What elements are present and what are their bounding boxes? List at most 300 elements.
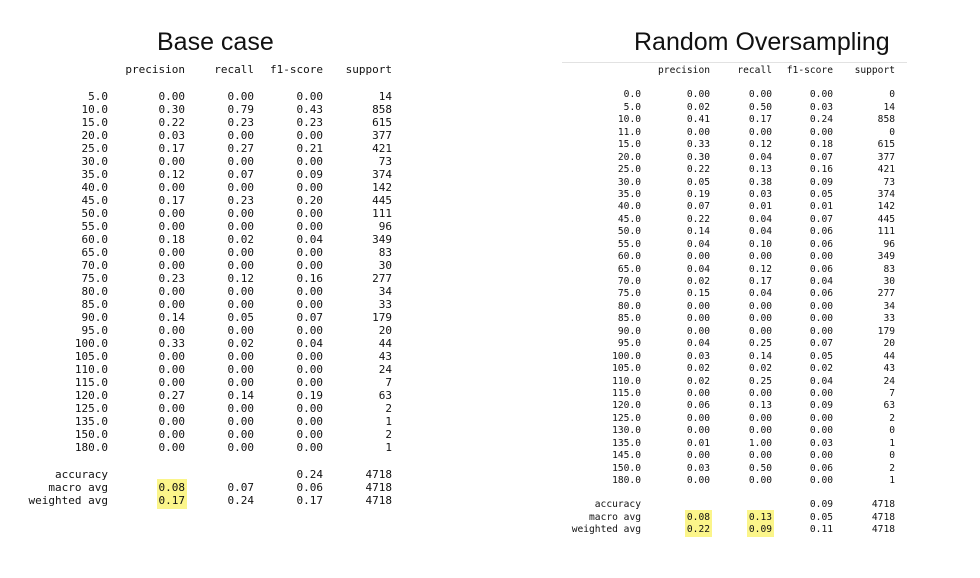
metric-cell: 349 — [372, 233, 392, 246]
metric-cell: 0.00 — [158, 402, 185, 415]
metric-cell: 0.07 — [809, 338, 833, 350]
class-label: 150.0 — [74, 428, 108, 441]
metric-cell: 0.00 — [296, 285, 323, 298]
class-label: 90.0 — [81, 311, 108, 324]
metric-cell: 24 — [883, 375, 895, 387]
metric-cell: 0.12 — [748, 263, 772, 275]
class-label: 50.0 — [617, 226, 641, 238]
metric-cell: 0.00 — [296, 363, 323, 376]
metric-cell: 7 — [889, 387, 895, 399]
metric-cell: 0.09 — [296, 168, 323, 181]
metric-cell: 24 — [378, 363, 392, 376]
metric-cell: 0.00 — [809, 412, 833, 424]
metric-cell: 0.19 — [686, 188, 710, 200]
metric-cell: 1 — [889, 437, 895, 449]
metric-cell: 0.04 — [686, 338, 710, 350]
metric-cell: 445 — [877, 213, 895, 225]
metric-cell: 34 — [378, 285, 392, 298]
summary-value: 4718 — [365, 494, 392, 507]
metric-cell: 0.27 — [158, 389, 185, 402]
metric-cell: 0.00 — [227, 207, 254, 220]
metric-cell: 0.18 — [809, 139, 833, 151]
metric-cell: 0.03 — [686, 462, 710, 474]
metric-cell: 0.00 — [748, 126, 772, 138]
metric-cell: 0.06 — [809, 462, 833, 474]
summary-cell — [780, 512, 833, 523]
metric-cell: 0.00 — [227, 350, 254, 363]
class-label: 25.0 — [617, 164, 641, 176]
metric-cell: 0.00 — [296, 129, 323, 142]
class-label: 65.0 — [81, 246, 108, 259]
metric-cell: 0.00 — [158, 350, 185, 363]
metric-cell: 0.02 — [686, 101, 710, 113]
metric-cell: 0.41 — [686, 114, 710, 126]
metric-cell: 0.13 — [748, 400, 772, 412]
column-header-f1-score: f1-score — [786, 65, 833, 76]
metric-cell: 0.07 — [809, 213, 833, 225]
metric-cell: 0.00 — [748, 450, 772, 462]
metric-cell: 0.43 — [296, 103, 323, 116]
metric-cell: 0.03 — [809, 101, 833, 113]
class-label: 30.0 — [81, 155, 108, 168]
class-label: 100.0 — [74, 337, 108, 350]
metric-cell: 0.06 — [809, 238, 833, 250]
metric-cell: 30 — [378, 259, 392, 272]
metric-cell: 0 — [889, 126, 895, 138]
metric-cell: 0.03 — [686, 350, 710, 362]
metric-cell: 0.00 — [809, 387, 833, 399]
divider-line — [562, 62, 907, 63]
summary-value: 0.17 — [296, 494, 323, 507]
class-label: 135.0 — [74, 415, 108, 428]
metric-cell: 0 — [889, 425, 895, 437]
class-label: 55.0 — [81, 220, 108, 233]
metric-cell: 0.00 — [227, 90, 254, 103]
metric-cell: 0.05 — [809, 350, 833, 362]
metric-cell: 44 — [378, 337, 392, 350]
metric-cell: 0.00 — [158, 428, 185, 441]
class-label: 40.0 — [617, 201, 641, 213]
class-label: 35.0 — [81, 168, 108, 181]
metric-cell: 421 — [372, 142, 392, 155]
class-label: 180.0 — [74, 441, 108, 454]
summary-cell — [648, 512, 710, 523]
metric-cell: 0.00 — [227, 324, 254, 337]
summary-value: 0.24 — [227, 494, 254, 507]
metric-cell: 0.00 — [686, 313, 710, 325]
metric-cell: 73 — [378, 155, 392, 168]
metric-cell: 0.00 — [227, 246, 254, 259]
metric-cell: 349 — [877, 251, 895, 263]
metric-cell: 0.00 — [809, 89, 833, 101]
class-label: 150.0 — [612, 462, 641, 474]
metric-cell: 0.00 — [227, 181, 254, 194]
metric-cell: 374 — [372, 168, 392, 181]
metric-cell: 0.12 — [227, 272, 254, 285]
metric-cell: 0.04 — [296, 337, 323, 350]
metric-cell: 0.18 — [158, 233, 185, 246]
summary-cell — [730, 512, 772, 523]
metric-cell: 0.00 — [158, 415, 185, 428]
summary-cell — [845, 499, 895, 510]
metric-cell: 377 — [372, 129, 392, 142]
metric-cell: 0.00 — [296, 207, 323, 220]
metric-cell: 0.79 — [227, 103, 254, 116]
metric-cell: 0.00 — [686, 325, 710, 337]
metric-cell: 0.10 — [748, 238, 772, 250]
metric-cell: 30 — [883, 276, 895, 287]
metric-cell: 0.22 — [686, 164, 710, 176]
metric-cell: 0.04 — [748, 213, 772, 225]
class-label: 125.0 — [612, 412, 641, 424]
metric-cell: 0.05 — [809, 188, 833, 200]
metric-cell: 0.00 — [227, 376, 254, 389]
metric-cell: 0.05 — [686, 176, 710, 188]
class-label: 85.0 — [81, 298, 108, 311]
metric-cell: 0.04 — [296, 233, 323, 246]
metric-cell: 0.04 — [748, 151, 772, 163]
class-label: 115.0 — [74, 376, 108, 389]
metric-cell: 0.01 — [686, 437, 710, 449]
class-label: 45.0 — [81, 194, 108, 207]
metric-cell: 377 — [877, 151, 895, 163]
metric-cell: 0.05 — [227, 311, 254, 324]
metric-cell: 0.00 — [227, 259, 254, 272]
class-label: 70.0 — [81, 259, 108, 272]
metric-cell: 0.00 — [227, 298, 254, 311]
metric-cell: 0.07 — [296, 311, 323, 324]
metric-cell: 0.02 — [748, 363, 772, 375]
class-label: 130.0 — [612, 425, 641, 437]
metric-cell: 111 — [372, 207, 392, 220]
metric-cell: 0.00 — [296, 90, 323, 103]
metric-cell: 0.07 — [809, 151, 833, 163]
class-label: 45.0 — [617, 213, 641, 225]
metric-cell: 0.16 — [809, 164, 833, 176]
metric-cell: 0.00 — [748, 313, 772, 325]
summary-value: 0.11 — [809, 524, 833, 536]
metric-cell: 0.12 — [748, 139, 772, 151]
metric-cell: 277 — [877, 288, 895, 300]
summary-label: weighted avg — [571, 524, 641, 536]
summary-label: macro avg — [48, 481, 108, 494]
metric-cell: 0.23 — [296, 116, 323, 129]
metric-cell: 0.50 — [748, 462, 772, 474]
metric-cell: 0.21 — [296, 142, 323, 155]
column-header-recall: recall — [737, 65, 772, 76]
class-label: 85.0 — [617, 313, 641, 325]
metric-cell: 0.00 — [296, 324, 323, 337]
metric-cell: 0.00 — [748, 475, 772, 486]
metric-cell: 0.00 — [748, 300, 772, 312]
column-header-recall: recall — [214, 63, 254, 76]
metric-cell: 445 — [372, 194, 392, 207]
metric-cell: 96 — [378, 220, 392, 233]
metric-cell: 0.00 — [296, 428, 323, 441]
metric-cell: 0.00 — [809, 126, 833, 138]
metric-cell: 0.00 — [686, 475, 710, 486]
metric-cell: 179 — [372, 311, 392, 324]
column-header-precision: precision — [658, 65, 710, 76]
metric-cell: 0.02 — [686, 276, 710, 287]
metric-cell: 0.00 — [227, 428, 254, 441]
summary-value: 0.06 — [296, 481, 323, 494]
class-label: 120.0 — [612, 400, 641, 412]
metric-cell: 0.00 — [809, 450, 833, 462]
metric-cell: 0.16 — [296, 272, 323, 285]
column-header-f1-score: f1-score — [270, 63, 323, 76]
metric-cell: 0.00 — [809, 251, 833, 263]
metric-cell: 0.00 — [227, 155, 254, 168]
metric-cell: 0.00 — [227, 129, 254, 142]
class-label: 5.0 — [623, 101, 641, 113]
metric-cell: 0.17 — [748, 276, 772, 287]
class-label: 135.0 — [612, 437, 641, 449]
metric-cell: 0.13 — [748, 164, 772, 176]
class-label: 180.0 — [612, 475, 641, 486]
class-label: 60.0 — [81, 233, 108, 246]
class-label: 15.0 — [617, 139, 641, 151]
class-label: 75.0 — [81, 272, 108, 285]
summary-value: 4718 — [871, 499, 895, 511]
metric-cell: 0.00 — [748, 425, 772, 437]
metric-cell: 0.23 — [227, 116, 254, 129]
metric-cell: 0.23 — [227, 194, 254, 207]
summary-cell — [780, 499, 833, 510]
metric-cell: 0.25 — [748, 375, 772, 387]
metric-cell: 0.00 — [748, 412, 772, 424]
metric-cell: 0.04 — [809, 375, 833, 387]
metric-cell: 0.06 — [809, 288, 833, 300]
metric-cell: 0.00 — [158, 324, 185, 337]
metric-cell: 0.14 — [686, 226, 710, 238]
metric-cell: 0.01 — [809, 201, 833, 213]
class-label: 105.0 — [74, 350, 108, 363]
metric-cell: 0.23 — [158, 272, 185, 285]
class-label: 65.0 — [617, 263, 641, 275]
metric-cell: 0.00 — [227, 402, 254, 415]
class-label: 145.0 — [612, 450, 641, 462]
metric-cell: 277 — [372, 272, 392, 285]
metric-cell: 0.00 — [809, 313, 833, 325]
metric-cell: 0.06 — [809, 226, 833, 238]
summary-value: 0.07 — [227, 481, 254, 494]
metric-cell: 858 — [372, 103, 392, 116]
class-label: 120.0 — [74, 389, 108, 402]
metric-cell: 0.07 — [686, 201, 710, 213]
metric-cell: 0.30 — [158, 103, 185, 116]
summary-cell — [780, 524, 833, 535]
metric-cell: 2 — [385, 402, 392, 415]
class-label: 11.0 — [617, 126, 641, 138]
metric-cell: 0.00 — [158, 246, 185, 259]
metric-cell: 0.00 — [296, 220, 323, 233]
metric-cell: 0.00 — [158, 220, 185, 233]
metric-cell: 0.00 — [158, 259, 185, 272]
summary-cell — [648, 524, 710, 535]
class-label: 80.0 — [617, 300, 641, 312]
metric-cell: 0.00 — [227, 285, 254, 298]
metric-cell: 0.00 — [748, 387, 772, 399]
metric-cell: 14 — [378, 90, 392, 103]
metric-cell: 43 — [378, 350, 392, 363]
metric-cell: 0 — [889, 450, 895, 462]
metric-cell: 0.03 — [809, 437, 833, 449]
metric-cell: 0.30 — [686, 151, 710, 163]
metric-cell: 96 — [883, 238, 895, 250]
metric-cell: 0.04 — [748, 288, 772, 300]
metric-cell: 0.02 — [227, 233, 254, 246]
class-label: 80.0 — [81, 285, 108, 298]
metric-cell: 0.14 — [158, 311, 185, 324]
metric-cell: 0.00 — [748, 89, 772, 101]
metric-cell: 0 — [889, 89, 895, 101]
column-header-precision: precision — [125, 63, 185, 76]
class-label: 125.0 — [74, 402, 108, 415]
metric-cell: 615 — [372, 116, 392, 129]
metric-cell: 0.09 — [809, 176, 833, 188]
metric-cell: 14 — [883, 101, 895, 113]
metric-cell: 2 — [385, 428, 392, 441]
metric-cell: 0.04 — [686, 263, 710, 275]
highlighted-value: 0.17 — [158, 494, 185, 507]
metric-cell: 0.06 — [809, 263, 833, 275]
summary-label: accuracy — [594, 499, 641, 511]
metric-cell: 0.14 — [227, 389, 254, 402]
metric-cell: 0.27 — [227, 142, 254, 155]
metric-cell: 1 — [889, 475, 895, 486]
metric-cell: 20 — [883, 338, 895, 350]
class-label: 110.0 — [612, 375, 641, 387]
class-label: 20.0 — [81, 129, 108, 142]
class-label: 75.0 — [617, 288, 641, 300]
summary-value: 0.05 — [809, 511, 833, 523]
class-label: 5.0 — [88, 90, 108, 103]
class-label: 115.0 — [612, 387, 641, 399]
metric-cell: 0.00 — [686, 412, 710, 424]
metric-cell: 0.00 — [296, 246, 323, 259]
metric-cell: 0.24 — [809, 114, 833, 126]
summary-value: 0.09 — [809, 499, 833, 511]
class-label: 110.0 — [74, 363, 108, 376]
metric-cell: 1 — [385, 415, 392, 428]
class-label: 60.0 — [617, 251, 641, 263]
metric-cell: 0.00 — [296, 376, 323, 389]
class-label: 95.0 — [81, 324, 108, 337]
metric-cell: 0.00 — [809, 300, 833, 312]
metric-cell: 421 — [877, 164, 895, 176]
metric-cell: 0.00 — [227, 220, 254, 233]
metric-cell: 1 — [385, 441, 392, 454]
metric-cell: 0.00 — [158, 298, 185, 311]
metric-cell: 0.22 — [158, 116, 185, 129]
summary-cell — [730, 524, 772, 535]
metric-cell: 0.15 — [686, 288, 710, 300]
highlighted-value: 0.22 — [686, 524, 710, 536]
summary-label: macro avg — [589, 511, 641, 523]
metric-cell: 0.00 — [158, 90, 185, 103]
summary-cell — [845, 524, 895, 535]
metric-cell: 142 — [877, 201, 895, 213]
metric-cell: 0.17 — [158, 194, 185, 207]
metric-cell: 0.06 — [686, 400, 710, 412]
metric-cell: 0.17 — [158, 142, 185, 155]
metric-cell: 73 — [883, 176, 895, 188]
metric-cell: 0.00 — [296, 155, 323, 168]
metric-cell: 0.12 — [158, 168, 185, 181]
class-label: 50.0 — [81, 207, 108, 220]
metric-cell: 0.33 — [686, 139, 710, 151]
metric-cell: 1.00 — [748, 437, 772, 449]
metric-cell: 0.00 — [686, 126, 710, 138]
metric-cell: 44 — [883, 350, 895, 362]
class-label: 40.0 — [81, 181, 108, 194]
metric-cell: 0.00 — [158, 207, 185, 220]
highlighted-value: 0.08 — [158, 481, 185, 494]
class-label: 55.0 — [617, 238, 641, 250]
metric-cell: 0.00 — [227, 363, 254, 376]
column-header-support: support — [345, 63, 392, 76]
metric-cell: 0.00 — [748, 325, 772, 337]
metric-cell: 0.00 — [158, 155, 185, 168]
metric-cell: 0.00 — [296, 402, 323, 415]
class-label: 35.0 — [617, 188, 641, 200]
class-label: 30.0 — [617, 176, 641, 188]
metric-cell: 63 — [378, 389, 392, 402]
metric-cell: 0.00 — [158, 181, 185, 194]
metric-cell: 0.00 — [296, 298, 323, 311]
metric-cell: 0.00 — [296, 441, 323, 454]
metric-cell: 0.19 — [296, 389, 323, 402]
class-label: 105.0 — [612, 363, 641, 375]
metric-cell: 0.00 — [227, 441, 254, 454]
column-header-support: support — [854, 65, 895, 76]
metric-cell: 0.17 — [748, 114, 772, 126]
summary-value: 4718 — [365, 468, 392, 481]
highlighted-value: 0.08 — [686, 511, 710, 523]
metric-cell: 0.00 — [296, 259, 323, 272]
metric-cell: 34 — [883, 300, 895, 312]
highlighted-value: 0.13 — [748, 511, 772, 523]
summary-cell — [845, 512, 895, 523]
metric-cell: 374 — [877, 188, 895, 200]
metric-cell: 0.02 — [227, 337, 254, 350]
metric-cell: 0.00 — [686, 300, 710, 312]
metric-cell: 0.00 — [158, 376, 185, 389]
metric-cell: 0.00 — [158, 441, 185, 454]
class-label: 95.0 — [617, 338, 641, 350]
metric-cell: 858 — [877, 114, 895, 126]
class-label: 15.0 — [81, 116, 108, 129]
metric-cell: 0.01 — [748, 201, 772, 213]
class-label: 70.0 — [617, 276, 641, 287]
metric-cell: 0.04 — [809, 276, 833, 287]
metric-cell: 0.09 — [809, 400, 833, 412]
metric-cell: 0.07 — [227, 168, 254, 181]
random-oversampling-title: Random Oversampling — [634, 28, 890, 56]
metric-cell: 0.04 — [748, 226, 772, 238]
class-label: 100.0 — [612, 350, 641, 362]
metric-cell: 0.00 — [686, 387, 710, 399]
metric-cell: 0.02 — [686, 375, 710, 387]
metric-cell: 0.03 — [748, 188, 772, 200]
metric-cell: 615 — [877, 139, 895, 151]
metric-cell: 33 — [883, 313, 895, 325]
class-label: 10.0 — [617, 114, 641, 126]
metric-cell: 0.25 — [748, 338, 772, 350]
class-label: 25.0 — [81, 142, 108, 155]
metric-cell: 0.03 — [158, 129, 185, 142]
